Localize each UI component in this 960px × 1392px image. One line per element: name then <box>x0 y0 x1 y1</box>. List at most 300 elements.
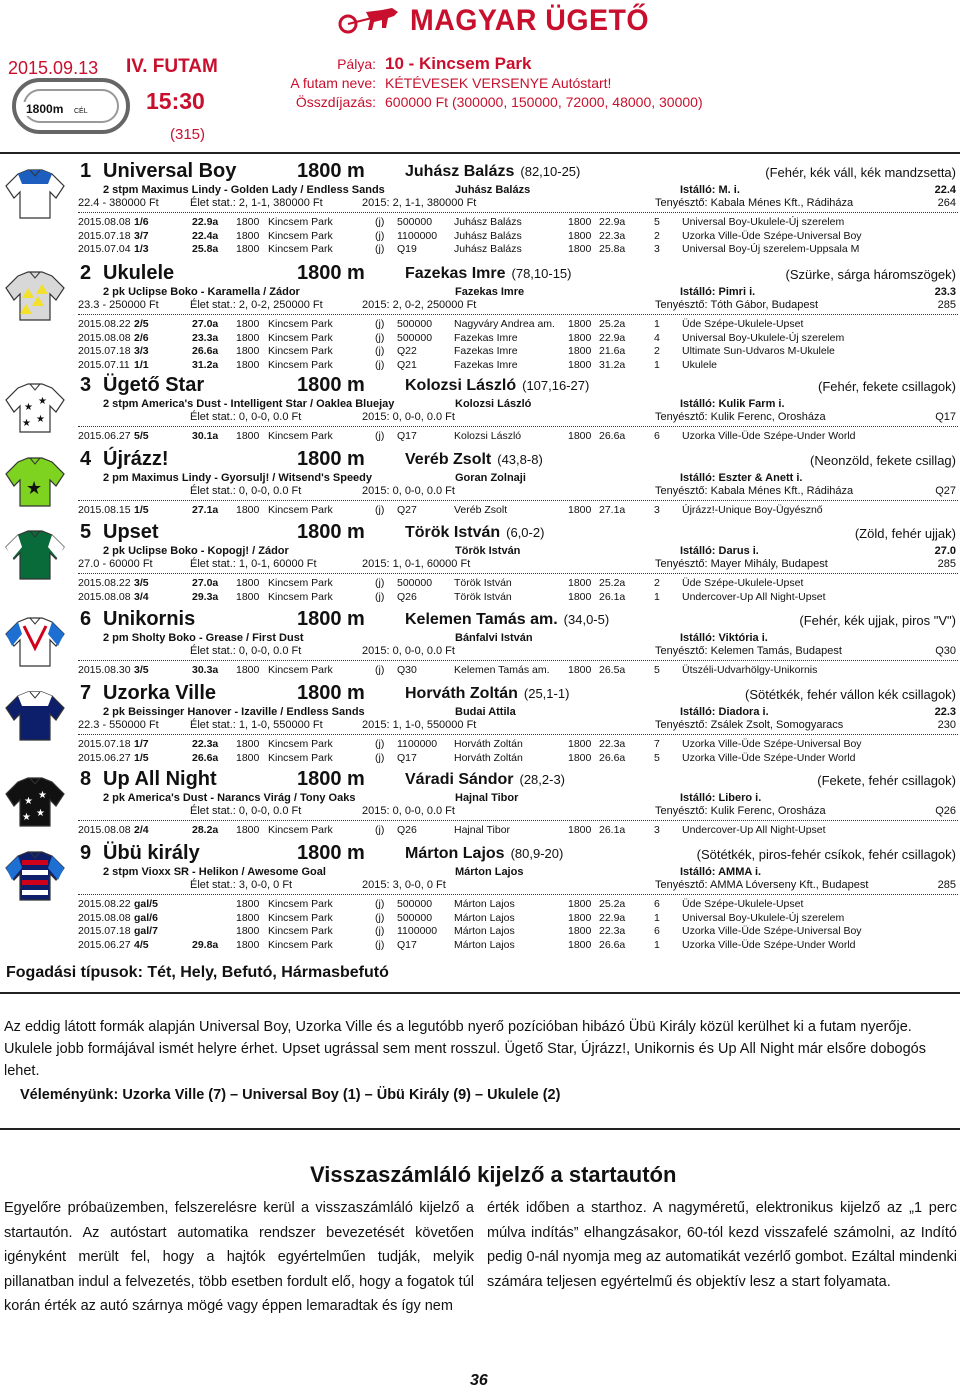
silk-colors: (Sötétkék, fehér vállon kék csillagok) <box>745 687 956 702</box>
history-cell: 21.6a <box>599 345 626 357</box>
stable: Istálló: Libero i. <box>680 792 762 804</box>
history-cell: Kincsem Park <box>268 824 333 836</box>
history-cell: 26.6a <box>599 751 626 764</box>
svg-text:★: ★ <box>38 790 47 801</box>
driver-stats: (34,0-5) <box>563 612 610 627</box>
history-cell: Horváth Zoltán <box>454 738 523 750</box>
history-cell: (j) <box>375 430 385 442</box>
entry-separator <box>78 500 958 501</box>
history-cell: 2015.06.27 <box>78 751 131 764</box>
history-cell: 500000 <box>397 318 433 330</box>
driver-name-text: Kelemen Tamás am. <box>405 611 558 628</box>
history-row <box>0 912 960 925</box>
history-row <box>0 504 960 517</box>
history-cell: 26.6a <box>599 430 626 442</box>
history-cell: Kincsem Park <box>268 925 333 937</box>
odds-value: 230 <box>937 719 956 731</box>
entry-separator <box>78 573 958 574</box>
race-distance: 1800 m <box>297 608 365 630</box>
prize-label: Összdíjazás: <box>295 94 376 110</box>
driver-stats: (6,0-2) <box>506 525 545 540</box>
history-cell: 1800 <box>236 318 260 330</box>
stable: Istálló: Kulik Farm i. <box>680 398 785 410</box>
driver-stats: (78,10-15) <box>511 266 572 281</box>
history-cell: 6 <box>654 430 660 442</box>
history-cell: 25.2a <box>599 577 626 589</box>
breeder: Tenyésztő: AMMA Lóverseny Kft., Budapest <box>655 879 869 891</box>
history-cell: 25.8a <box>192 243 219 255</box>
driver-stats: (107,16-27) <box>522 378 590 393</box>
history-cell: 1800 <box>236 216 260 228</box>
silk-colors: (Fehér, kék váll, kék mandzsetta) <box>765 165 956 180</box>
history-cell: (j) <box>375 577 385 589</box>
track-finish-label: CÉL <box>74 108 88 115</box>
history-cell: Uzorka Ville-Üde Szépe-Universal Boy <box>682 738 862 750</box>
horse-entry <box>0 374 960 454</box>
horse-entry <box>0 768 960 848</box>
odds-value: Q27 <box>935 485 956 497</box>
odds-value: 285 <box>937 879 956 891</box>
history-cell: Fazekas Imre <box>454 331 518 344</box>
entry-separator <box>78 820 958 821</box>
history-cell: 2015.07.18 <box>78 925 131 937</box>
entry-separator <box>78 734 958 735</box>
history-cell: Uzorka Ville-Üde Szépe-Under World <box>682 938 856 951</box>
history-row <box>0 939 960 952</box>
history-cell: 1800 <box>568 911 592 924</box>
trainer: Márton Lajos <box>455 866 524 878</box>
history-cell: 22.9a <box>192 216 219 228</box>
history-cell: 1/1 <box>134 358 149 371</box>
breeder: Tenyésztő: Mayer Mihály, Budapest <box>655 558 828 570</box>
trainer: Kolozsi László <box>455 398 532 410</box>
track-label: Pálya: <box>337 56 376 72</box>
history-cell: 1800 <box>236 925 260 937</box>
history-cell: 22.3a <box>599 925 626 937</box>
history-cell: 1800 <box>568 898 592 910</box>
history-row <box>0 345 960 358</box>
entry-number: 3 <box>80 374 92 396</box>
history-cell: 29.3a <box>192 590 219 603</box>
life-stats: Élet stat.: 3, 0-0, 0 Ft <box>190 879 293 891</box>
history-cell: 2015.08.22 <box>78 577 131 589</box>
history-cell: 1800 <box>236 590 260 603</box>
breeder: Tenyésztő: Kabala Ménes Kft., Rádiháza <box>655 485 854 497</box>
history-cell: 1800 <box>236 751 260 764</box>
history-row <box>0 577 960 590</box>
breeder: Tenyésztő: Tóth Gábor, Budapest <box>655 299 819 311</box>
track-distance-label: 1800m <box>26 102 64 116</box>
history-cell: 23.3a <box>192 331 219 344</box>
history-cell: Kincsem Park <box>268 331 333 344</box>
year-stats: 2015: 1, 0-1, 60000 Ft <box>362 558 471 570</box>
history-cell: 1800 <box>568 229 592 242</box>
stable: Istálló: AMMA i. <box>680 866 762 878</box>
trainer: Budai Attila <box>455 706 516 718</box>
history-cell: 1800 <box>568 738 592 750</box>
history-cell: 30.3a <box>192 664 219 676</box>
history-cell: Kincsem Park <box>268 751 333 764</box>
life-stats: Élet stat.: 0, 0-0, 0.0 Ft <box>190 805 302 817</box>
history-cell: Kolozsi László <box>454 430 522 442</box>
history-row <box>0 898 960 911</box>
history-cell: Kincsem Park <box>268 216 333 228</box>
racing-silk-icon <box>4 772 66 828</box>
breeder: Tenyésztő: Zsálek Zsolt, Somogyaracs <box>655 719 844 731</box>
history-cell: 2 <box>654 229 660 242</box>
history-cell: 30.1a <box>192 430 219 442</box>
history-cell: Uzorka Ville-Üde Szépe-Under World <box>682 430 856 442</box>
history-cell: 3/4 <box>134 590 149 603</box>
history-cell: 31.2a <box>192 358 219 371</box>
pedigree: 2 pk Uclipse Boko - Karamella / Zádor <box>103 286 300 298</box>
history-row <box>0 359 960 372</box>
driver-name <box>405 611 609 629</box>
history-cell: 22.9a <box>599 911 626 924</box>
race-name-label: A futam neve: <box>290 75 376 91</box>
history-cell: Universal Boy-Ukulele-Új szerelem <box>682 331 845 344</box>
history-row <box>0 318 960 331</box>
history-cell: Kincsem Park <box>268 229 333 242</box>
history-cell: (j) <box>375 738 385 750</box>
history-cell: 1800 <box>568 318 592 330</box>
history-cell: 1800 <box>568 430 592 442</box>
pedigree: 2 pk America's Dust - Narancs Virág / Tony Oaks <box>103 792 356 804</box>
life-stats: Élet stat.: 1, 1-0, 550000 Ft <box>190 719 323 731</box>
horse-entry <box>0 608 960 688</box>
trainer: Juhász Balázs <box>455 184 531 196</box>
history-row <box>0 664 960 677</box>
record: 27.0 - 60000 Ft <box>78 558 153 570</box>
history-cell: 1800 <box>568 577 592 589</box>
svg-text:★: ★ <box>38 396 47 407</box>
history-cell: 27.1a <box>599 504 626 516</box>
history-cell: Q21 <box>397 358 417 371</box>
history-cell: 2015.08.08 <box>78 824 131 836</box>
record: 23.3 - 250000 Ft <box>78 299 159 311</box>
history-cell: 1800 <box>568 358 592 371</box>
history-cell: 1 <box>654 911 660 924</box>
history-cell: Undercover-Up All Night-Upset <box>682 590 826 603</box>
history-cell: 1/5 <box>134 751 149 764</box>
year-stats: 2015: 0, 0-0, 0.0 Ft <box>362 485 455 497</box>
race-time: 15:30 <box>146 88 205 114</box>
history-cell: (j) <box>375 590 385 603</box>
race-date: 2015.09.13 <box>8 58 99 78</box>
history-cell: Márton Lajos <box>454 925 515 937</box>
breeder: Tenyésztő: Kulik Ferenc, Orosháza <box>655 411 826 423</box>
history-cell: 500000 <box>397 216 433 228</box>
odds-value: 285 <box>937 299 956 311</box>
history-cell: Üde Szépe-Ukulele-Upset <box>682 577 804 589</box>
racing-silk-icon <box>4 846 66 902</box>
history-cell: Q27 <box>397 504 417 516</box>
history-cell: 27.0a <box>192 318 219 330</box>
year-stats: 2015: 1, 1-0, 550000 Ft <box>362 719 477 731</box>
history-cell: 1800 <box>236 504 260 516</box>
svg-text:★: ★ <box>24 402 33 413</box>
life-stats: Élet stat.: 0, 0-0, 0.0 Ft <box>190 411 302 423</box>
history-row <box>0 243 960 256</box>
horse-name: Ügető Star <box>103 374 205 396</box>
horse-name: Uzorka Ville <box>103 682 217 704</box>
history-cell: 22.4a <box>192 229 219 242</box>
history-cell: 22.9a <box>599 216 626 228</box>
history-cell: 2015.07.04 <box>78 243 131 255</box>
history-cell: 1100000 <box>397 925 438 937</box>
history-cell: Kincsem Park <box>268 243 333 255</box>
article-title: Visszaszámláló kijelző a startautón <box>310 1162 677 1187</box>
history-cell: 1800 <box>236 243 260 255</box>
history-cell: 1800 <box>568 925 592 937</box>
race-number: IV. FUTAM <box>126 56 218 77</box>
history-cell: 22.3a <box>192 738 219 750</box>
driver-name-text: Juhász Balázs <box>405 163 515 180</box>
history-cell: Üde Szépe-Ukulele-Upset <box>682 898 804 910</box>
horse-entry <box>0 842 960 951</box>
driver-name <box>405 845 563 863</box>
history-cell: (j) <box>375 925 385 937</box>
history-cell: 1800 <box>236 229 260 242</box>
stable: Istálló: Diadora i. <box>680 706 769 718</box>
history-cell: gal/7 <box>134 925 158 937</box>
pedigree: 2 stpm Maximus Lindy - Golden Lady / Endless Sands <box>103 184 385 196</box>
history-cell: Kincsem Park <box>268 738 333 750</box>
history-cell: 4 <box>654 331 660 344</box>
history-cell: Juhász Balázs <box>454 229 522 242</box>
history-cell: 2015.08.08 <box>78 911 131 924</box>
history-cell: Újrázz!-Unique Boy-Ügyésznő <box>682 504 823 516</box>
history-cell: 3/3 <box>134 345 149 357</box>
year-stats: 2015: 2, 1-1, 380000 Ft <box>362 197 477 209</box>
trainer: Bánfalvi István <box>455 632 533 644</box>
history-cell: Kincsem Park <box>268 430 333 442</box>
history-cell: 500000 <box>397 577 433 589</box>
history-cell: Fazekas Imre <box>454 345 518 357</box>
history-cell: 4/5 <box>134 938 149 951</box>
racing-silk-icon <box>4 452 66 508</box>
entry-number: 2 <box>80 262 92 284</box>
history-cell: 1/3 <box>134 243 149 255</box>
history-cell: Veréb Zsolt <box>454 504 508 516</box>
trainer: Fazekas Imre <box>455 286 525 298</box>
header-divider <box>0 152 960 154</box>
history-cell: 3/5 <box>134 664 149 676</box>
history-cell: 1100000 <box>397 229 438 242</box>
history-cell: (j) <box>375 504 385 516</box>
pedigree: 2 pm Sholty Boko - Grease / First Dust <box>103 632 304 644</box>
history-cell: Kincsem Park <box>268 358 333 371</box>
history-cell: 27.0a <box>192 577 219 589</box>
history-cell: 1 <box>654 358 660 371</box>
history-cell: 26.1a <box>599 824 626 836</box>
year-stats: 2015: 3, 0-0, 0 Ft <box>362 879 446 891</box>
race-distance: 1800 m <box>297 160 365 182</box>
history-row <box>0 738 960 751</box>
history-cell: 1800 <box>568 243 592 255</box>
life-stats: Élet stat.: 2, 1-1, 380000 Ft <box>190 197 323 209</box>
race-distance: 1800 m <box>297 262 365 284</box>
odds-best: 23.3 <box>934 286 956 298</box>
history-cell: 1800 <box>236 738 260 750</box>
driver-name-text: Márton Lajos <box>405 845 505 862</box>
entry-separator <box>78 212 958 213</box>
analysis-top-divider <box>0 992 960 994</box>
history-cell: Universal Boy-Ukulele-Új szerelem <box>682 216 845 228</box>
history-cell: 7 <box>654 738 660 750</box>
history-cell: Nagyváry Andrea am. <box>454 318 555 330</box>
history-cell: Q17 <box>397 751 417 764</box>
horse-entry <box>0 448 960 528</box>
pedigree: 2 pk Beissinger Hanover - Izaville / Endless Sands <box>103 706 365 718</box>
history-cell: 1800 <box>236 430 260 442</box>
horse-entry <box>0 682 960 762</box>
history-cell: 1800 <box>236 358 260 371</box>
history-cell: Uzorka Ville-Üde Szépe-Universal Boy <box>682 925 862 937</box>
track-diagram-icon <box>12 76 130 136</box>
silk-colors: (Neonzöld, fekete csillag) <box>810 453 956 468</box>
history-cell: 22.9a <box>599 331 626 344</box>
year-stats: 2015: 0, 0-0, 0.0 Ft <box>362 411 455 423</box>
history-cell: 500000 <box>397 898 433 910</box>
history-row <box>0 430 960 443</box>
driver-name-text: Török István <box>405 524 501 541</box>
history-cell: 1 <box>654 590 660 603</box>
odds-best: 27.0 <box>934 545 956 557</box>
race-distance: 1800 m <box>297 448 365 470</box>
history-cell: Kincsem Park <box>268 911 333 924</box>
history-cell: 1800 <box>568 938 592 951</box>
history-cell: 1800 <box>236 938 260 951</box>
history-cell: 1800 <box>236 911 260 924</box>
entry-number: 7 <box>80 682 92 704</box>
history-cell: 26.1a <box>599 590 626 603</box>
stable: Istálló: Eszter & Anett i. <box>680 472 803 484</box>
history-cell: 6 <box>654 925 660 937</box>
history-cell: Kincsem Park <box>268 318 333 330</box>
pedigree: 2 stpm America's Dust - Intelligent Star / Oaklea Bluejay <box>103 398 395 410</box>
history-cell: (j) <box>375 345 385 357</box>
history-cell: 2/6 <box>134 331 149 344</box>
history-cell: 5/5 <box>134 430 149 442</box>
history-cell: 1800 <box>568 751 592 764</box>
trainer: Hajnal Tibor <box>455 792 519 804</box>
history-cell: (j) <box>375 331 385 344</box>
history-cell: 2015.07.18 <box>78 345 131 357</box>
history-cell: (j) <box>375 751 385 764</box>
history-cell: Hajnal Tibor <box>454 824 511 836</box>
horse-entry <box>0 262 960 371</box>
race-name-value: KÉTÉVESEK VERSENYE Autóstart! <box>385 75 612 91</box>
odds-value: Q30 <box>935 645 956 657</box>
history-row <box>0 591 960 604</box>
racing-silk-icon <box>4 686 66 742</box>
history-cell: 1800 <box>568 664 592 676</box>
history-cell: Ütszéli-Udvarhölgy-Unikornis <box>682 664 818 676</box>
history-cell: gal/5 <box>134 898 158 910</box>
racing-silk-icon <box>4 612 66 668</box>
history-cell: Horváth Zoltán <box>454 751 523 764</box>
history-cell: Márton Lajos <box>454 938 515 951</box>
driver-stats: (82,10-25) <box>520 164 581 179</box>
history-cell: 27.1a <box>192 504 219 516</box>
pedigree: 2 stpm Vioxx SR - Helikon / Awesome Goal <box>103 866 326 878</box>
trainer: Goran Zolnaji <box>455 472 526 484</box>
driver-name <box>405 163 580 181</box>
history-cell: Kincsem Park <box>268 345 333 357</box>
history-cell: 1800 <box>568 345 592 357</box>
pedigree: 2 pk Uclipse Boko - Kopogj! / Zádor <box>103 545 289 557</box>
breeder: Tenyésztő: Kelemen Tamás, Budapest <box>655 645 842 657</box>
life-stats: Élet stat.: 1, 0-1, 60000 Ft <box>190 558 317 570</box>
history-cell: 2 <box>654 345 660 357</box>
history-cell: gal/6 <box>134 911 158 924</box>
stable: Istálló: Viktória i. <box>680 632 768 644</box>
history-cell: Universal Boy-Ukulele-Új szerelem <box>682 911 845 924</box>
history-cell: 2/5 <box>134 318 149 330</box>
driver-stats: (28,2-3) <box>519 772 566 787</box>
history-cell: 31.2a <box>599 358 626 371</box>
trainer: Török István <box>455 545 521 557</box>
article-column-2: érték időben a starthoz. A nagyméretű, elektronikus kijelző az „1 perc múlva indítás” elhangzásakor, 60-tól kezd visszafelé számolni, az Indító pedig 0-nál nyomja meg az automatikát vezérlő gombot. Ezáltal mindenki számára teljesen egyértelmű és objektív lesz a start folyamata. <box>487 1200 957 1290</box>
history-cell: 2015.08.08 <box>78 331 131 344</box>
history-cell: 28.2a <box>192 824 219 836</box>
history-cell: 2015.08.22 <box>78 898 131 910</box>
history-cell: Q26 <box>397 824 417 836</box>
svg-text:★: ★ <box>24 796 33 807</box>
history-cell: Üde Szépe-Ukulele-Upset <box>682 318 804 330</box>
history-cell: Márton Lajos <box>454 898 515 910</box>
history-cell: 1 <box>654 938 660 951</box>
entry-number: 4 <box>80 448 92 470</box>
racing-silk-icon <box>4 378 66 434</box>
history-cell: 2 <box>654 577 660 589</box>
history-cell: 2015.08.08 <box>78 590 131 603</box>
history-cell: Q22 <box>397 345 417 357</box>
history-cell: Kincsem Park <box>268 577 333 589</box>
horse-name: Unikornis <box>103 608 196 630</box>
horse-name: Universal Boy <box>103 160 237 182</box>
history-cell: Q17 <box>397 430 417 442</box>
history-cell: 26.6a <box>192 751 219 764</box>
history-cell: 2/4 <box>134 824 149 836</box>
silk-colors: (Sötétkék, piros-fehér csíkok, fehér csillagok) <box>696 847 956 862</box>
history-cell: 3 <box>654 824 660 836</box>
horse-name: Újrázz! <box>103 448 169 470</box>
track-value: 10 - Kincsem Park <box>385 54 532 73</box>
history-cell: Q19 <box>397 243 417 255</box>
history-cell: 26.5a <box>599 664 626 676</box>
history-cell: (j) <box>375 216 385 228</box>
history-cell: 25.8a <box>599 243 626 255</box>
racing-silk-icon <box>4 525 66 581</box>
horse-name: Übü király <box>103 842 200 864</box>
history-cell: 5 <box>654 751 660 764</box>
history-cell: 1800 <box>236 898 260 910</box>
history-cell: (j) <box>375 664 385 676</box>
history-cell: Fazekas Imre <box>454 358 518 371</box>
pedigree: 2 pm Maximus Lindy - Gyorsulj! / Witsend's Speedy <box>103 472 373 484</box>
silk-colors: (Fehér, kék ujjak, piros "V") <box>799 613 956 628</box>
brand-title: MAGYAR ÜGETŐ <box>410 4 650 37</box>
driver-name-text: Fazekas Imre <box>405 265 506 282</box>
life-stats: Élet stat.: 0, 0-0, 0.0 Ft <box>190 645 302 657</box>
history-cell: 1/7 <box>134 738 149 750</box>
driver-name <box>405 685 569 703</box>
analysis-text: Az eddig látott formák alapján Universal Boy, Uzorka Ville és a legutóbb nyerő pozícióban hibázó Übü Király közül kerülhet ki a futam nyerője. Ukulele jobb formájával ismét helyre érhet. Upset ugrással sem ment rosszul. Ügető Star, Újrázz!, Unikornis és Up All Night már elsőre dobogós lehet. <box>4 1019 926 1079</box>
history-cell: 3/5 <box>134 577 149 589</box>
history-row <box>0 752 960 765</box>
